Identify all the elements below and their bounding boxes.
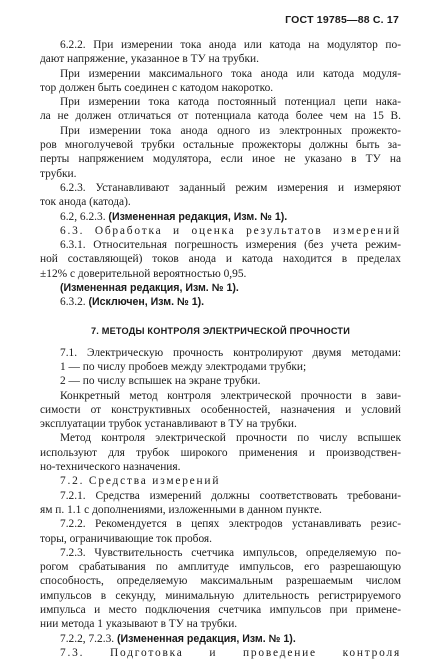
text-line: При измерении тока анода одного из электронных прожекто-	[60, 124, 401, 137]
text-line: 7.2.2, 7.2.3. (Измененная редакция, Изм. № 1).	[60, 632, 296, 645]
text-line: 6.3.2. (Исключен, Изм. № 1).	[60, 296, 205, 309]
text-line: 6.2.3. Устанавливают заданный режим измерения и измеряют	[60, 181, 401, 194]
text-line: ±12% с доверительной вероятностью 0,95.	[40, 267, 247, 280]
text-line: 6.3. Обработка и оценка результатов измерений	[60, 224, 401, 237]
text-line: 7.2.1. Средства измерений должны соответствовать требовани-	[60, 489, 401, 502]
text-line: 6.2, 6.2.3. (Измененная редакция, Изм. № 1).	[60, 210, 288, 223]
text-line: торы, ограничивающие ток пробоя.	[40, 532, 213, 545]
text-line: используют для трубок широкого применения и производствен-	[40, 446, 401, 459]
text-line: дают напряжение, указанное в ТУ на трубки.	[40, 53, 259, 66]
section-heading: 7. МЕТОДЫ КОНТРОЛЯ ЭЛЕКТРИЧЕСКОЙ ПРОЧНОСТИ	[90, 325, 351, 336]
text-line: рогом срабатывания по амплитуде импульсов, его разрешающую	[40, 561, 401, 574]
text-line: ям п. 1.1 с дополнениями, изложенными в данном пункте.	[40, 503, 322, 516]
text-line: импульсов в секунду, минимальную длительность регистрируемого	[40, 589, 401, 602]
text-line: 1 — по числу пробоев между электродами трубки;	[60, 360, 307, 373]
text-line: 7.2. Средства измерений	[60, 475, 221, 488]
text-line: 7.3. Подготовка и проведение контроля	[60, 646, 401, 659]
text-line: 7.1. Электрическую прочность контролируют двумя методами:	[60, 346, 401, 359]
text-line: 6.2.2. При измерении тока анода или катода на модулятор по-	[60, 39, 401, 51]
text-line: но-технического назначения.	[40, 461, 181, 474]
document-body	[40, 38, 401, 660]
text-line: 7.2.3. Чувствительность счетчика импульсов, определяемую по-	[60, 546, 401, 559]
text-line: перты напряжением модулятора, если иное не указано в ТУ на	[40, 153, 401, 166]
text-line: тор должен быть соединен с катодом накоротко.	[40, 81, 274, 94]
text-line: Метод контроля электрической прочности по числу вспышек	[60, 432, 401, 445]
text-line: трубки.	[40, 167, 77, 180]
text-line: ной составляющей) токов анода и катода находится в пределах	[40, 253, 401, 266]
text-line: способность, определяемую максимальным разрешаемым числом	[40, 575, 401, 588]
text-line: эксплуатации трубок устанавливают в ТУ на трубки.	[40, 418, 297, 431]
text-line: ров многолучевой трубки остальные прожекторы должны быть за-	[40, 139, 401, 152]
text-line: ла не должен отличаться от потенциала катода более чем на 15 В.	[40, 110, 401, 123]
page-header: ГОСТ 19785—88 С. 17	[285, 14, 399, 26]
text-line: 6.3.1. Относительная погрешность измерения (без учета режим-	[60, 239, 401, 252]
text-line: При измерении максимального тока анода или катода модуля-	[60, 67, 401, 80]
text-line: (Измененная редакция, Изм. № 1).	[60, 282, 239, 295]
text-line: импульса и место подключения счетчика импульсов при примене-	[40, 603, 401, 616]
text-line: Конкретный метод контроля электрической прочности в зави-	[60, 389, 401, 402]
text-line: симости от конструктивных особенностей, назначения и условий	[40, 403, 401, 416]
text-line: 7.2.2. Рекомендуется в цепях электродов устанавливать резис-	[60, 518, 401, 531]
text-line: 2 — по числу вспышек на экране трубки.	[60, 375, 261, 388]
text-line: При измерении тока катода постоянный потенциал цепи нака-	[60, 96, 401, 109]
text-line: ток анода (катода).	[40, 196, 131, 209]
text-line: нии метода 1 указывают в ТУ на трубки.	[40, 618, 238, 631]
